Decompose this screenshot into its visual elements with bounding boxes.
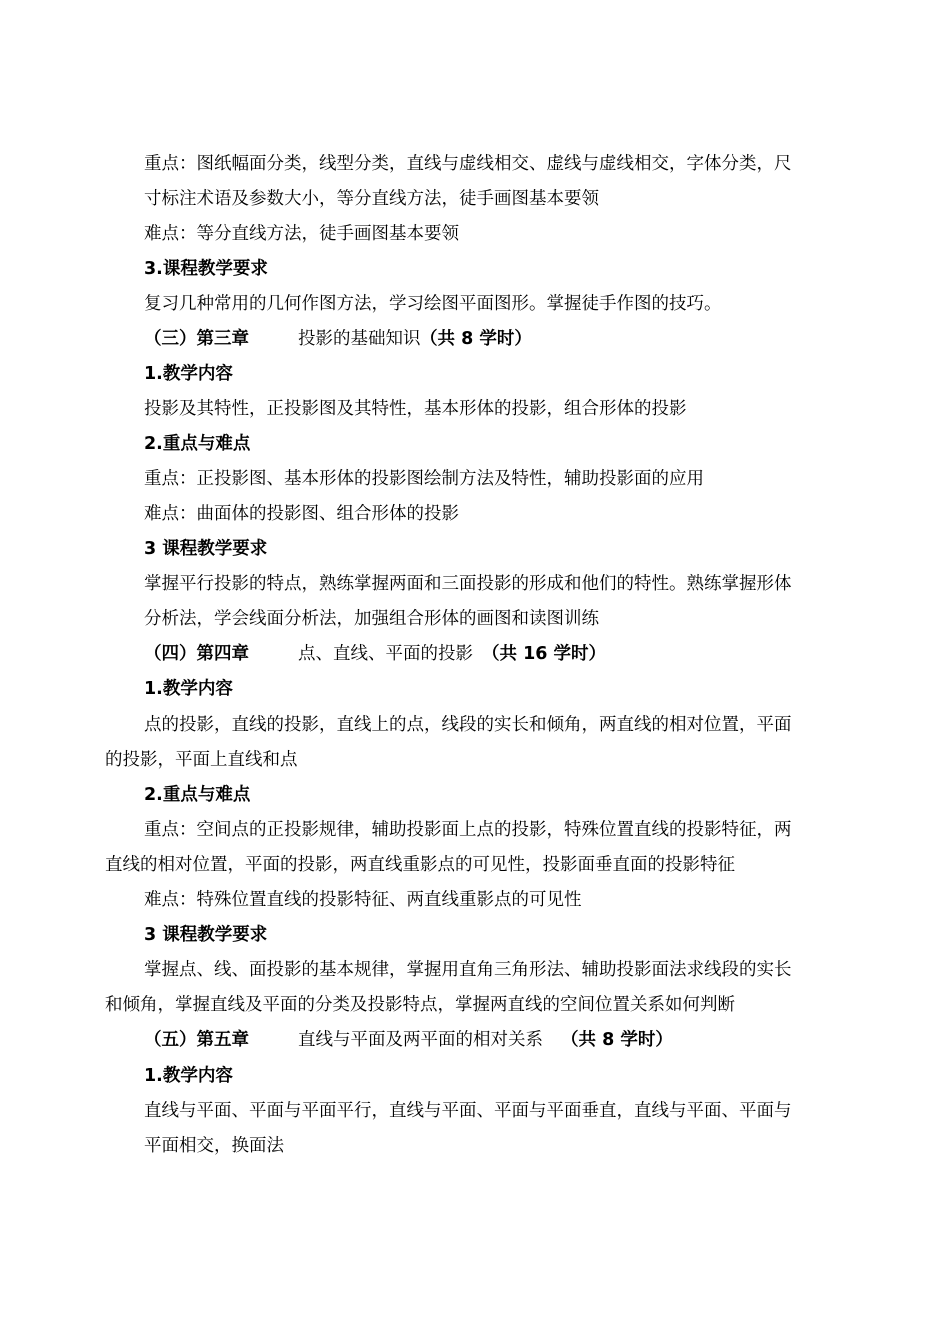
chapter-heading xyxy=(0,325,950,353)
ch5-title: 直线与平面及两平面的相对关系 xyxy=(298,1030,543,1050)
key-points-line xyxy=(0,185,950,213)
ch2-req-text: 复习几种常用的几何作图方法，学习绘图平面图形。掌握徒手作图的技巧。 xyxy=(144,294,722,314)
ch4-title: 点、直线、平面的投影 xyxy=(298,644,473,664)
ch4-difficulty: 难点：特殊位置直线的投影特征、两直线重影点的可见性 xyxy=(144,890,582,910)
section-heading xyxy=(0,535,950,563)
ch4-req-line-2: 和倾角，掌握直线及平面的分类及投影特点，掌握两直线的空间位置关系如何判断 xyxy=(105,995,735,1015)
ch4-req-line-1: 掌握点、线、面投影的基本规律，掌握用直角三角形法、辅助投影面法求线段的实长 xyxy=(144,960,792,980)
ch2-key-points-2: 寸标注术语及参数大小，等分直线方法，徒手画图基本要领 xyxy=(144,189,599,209)
paragraph-line xyxy=(0,605,950,633)
ch3-key-points: 重点：正投影图、基本形体的投影图绘制方法及特性，辅助投影面的应用 xyxy=(144,469,704,489)
ch4-content-line-2: 的投影，平面上直线和点 xyxy=(105,750,298,770)
paragraph-line xyxy=(0,395,950,423)
paragraph-line xyxy=(0,1097,950,1125)
ch3-req-line-2: 分析法，学会线面分析法，加强组合形体的画图和读图训练 xyxy=(144,609,599,629)
paragraph-line xyxy=(0,290,950,318)
ch3-req-line-1: 掌握平行投影的特点，熟练掌握两面和三面投影的形成和他们的特性。熟练掌握形体 xyxy=(144,574,792,594)
section-heading xyxy=(0,430,950,458)
ch2-difficulty: 难点：等分直线方法，徒手画图基本要领 xyxy=(144,224,459,244)
difficulty-line xyxy=(0,220,950,248)
ch5-content-heading: 1.教学内容 xyxy=(144,1066,233,1086)
ch4-content-line-1: 点的投影，直线的投影，直线上的点，线段的实长和倾角，两直线的相对位置，平面 xyxy=(144,715,792,735)
section-heading xyxy=(0,781,950,809)
paragraph-line xyxy=(0,570,950,598)
difficulty-line xyxy=(0,886,950,914)
ch3-kd-heading: 2.重点与难点 xyxy=(144,434,251,454)
chapter-heading xyxy=(0,640,950,668)
section-heading xyxy=(0,255,950,283)
ch5-hours: （共 8 学时） xyxy=(561,1030,673,1050)
key-points-line xyxy=(0,465,950,493)
section-heading xyxy=(0,921,950,949)
ch5-number: （五）第五章 xyxy=(144,1030,249,1050)
difficulty-line xyxy=(0,500,950,528)
section-heading xyxy=(0,360,950,388)
ch4-content-heading: 1.教学内容 xyxy=(144,679,233,699)
ch3-content-text: 投影及其特性，正投影图及其特性，基本形体的投影，组合形体的投影 xyxy=(144,399,687,419)
ch5-content-line-1: 直线与平面、平面与平面平行，直线与平面、平面与平面垂直，直线与平面、平面与 xyxy=(144,1101,792,1121)
ch3-req-heading: 3 课程教学要求 xyxy=(144,539,268,559)
paragraph-line xyxy=(0,1132,950,1160)
ch3-title: 投影的基础知识 xyxy=(298,329,421,349)
chapter-heading xyxy=(0,1026,950,1054)
paragraph-line xyxy=(0,991,950,1019)
ch3-hours: （共 8 学时） xyxy=(420,329,532,349)
key-points-line xyxy=(0,150,950,178)
ch2-key-points-1: 重点：图纸幅面分类，线型分类，直线与虚线相交、虚线与虚线相交，字体分类，尺 xyxy=(144,154,792,174)
section-heading xyxy=(0,1062,950,1090)
ch5-content-line-2: 平面相交，换面法 xyxy=(144,1136,284,1156)
ch3-content-heading: 1.教学内容 xyxy=(144,364,233,384)
ch4-number: （四）第四章 xyxy=(144,644,249,664)
key-points-line xyxy=(0,816,950,844)
ch2-req-heading: 3.课程教学要求 xyxy=(144,259,268,279)
ch4-hours: （共 16 学时） xyxy=(482,644,607,664)
ch4-key-line-2: 直线的相对位置，平面的投影，两直线重影点的可见性，投影面垂直面的投影特征 xyxy=(105,855,735,875)
paragraph-line xyxy=(0,956,950,984)
ch4-req-heading: 3 课程教学要求 xyxy=(144,925,268,945)
section-heading xyxy=(0,675,950,703)
paragraph-line xyxy=(0,711,950,739)
ch4-kd-heading: 2.重点与难点 xyxy=(144,785,251,805)
ch4-key-line-1: 重点：空间点的正投影规律，辅助投影面上点的投影，特殊位置直线的投影特征，两 xyxy=(144,820,792,840)
ch3-number: （三）第三章 xyxy=(144,329,249,349)
key-points-line xyxy=(0,851,950,879)
ch3-difficulty: 难点：曲面体的投影图、组合形体的投影 xyxy=(144,504,459,524)
paragraph-line xyxy=(0,746,950,774)
